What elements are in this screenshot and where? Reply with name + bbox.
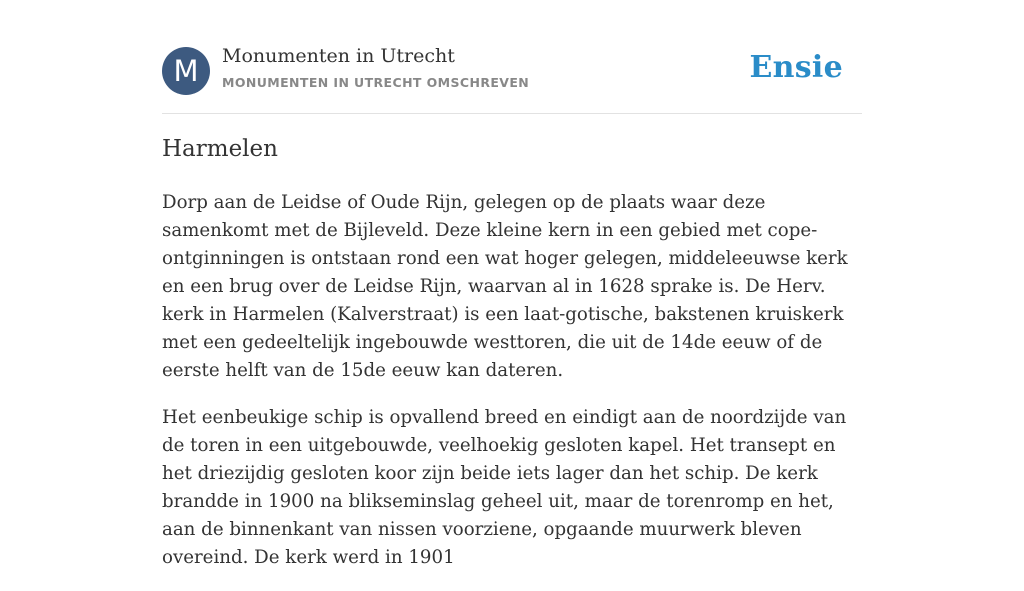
ensie-logo[interactable]: Ensie <box>749 50 843 85</box>
site-subtitle: MONUMENTEN IN UTRECHT OMSCHREVEN <box>222 75 530 90</box>
avatar[interactable]: M <box>162 47 210 95</box>
article-body <box>162 189 862 591</box>
article-title: Harmelen <box>162 136 278 162</box>
site-header <box>162 0 862 114</box>
site-title-link[interactable]: Monumenten in Utrecht <box>222 45 455 67</box>
article-paragraph: Het eenbeukige schip is opvallend breed en eindigt aan de noordzijde van de toren in een uitgebouwde, veelhoekig gesloten kapel. Het transept en het driezijdig gesloten koor zijn beide iets lager dan het schip. De kerk brandde in 1900 na blikseminslag geheel uit, maar de torenromp en het, aan de binnenkant van nissen voorziene, opgaande muurwerk bleven overeind. De kerk werd in 1901 <box>162 407 847 568</box>
article-paragraph: Dorp aan de Leidse of Oude Rijn, gelegen op de plaats waar deze samenkomt met de Bijleveld. Deze kleine kern in een gebied met cope-ontginningen is ontstaan rond een wat hoger gelegen, middeleeuwse kerk en een brug over de Leidse Rijn, waarvan al in 1628 sprake is. De Herv. kerk in Harmelen (Kalverstraat) is een laat-gotische, bakstenen kruiskerk met een gedeeltelijk ingebouwde westtoren, die uit de 14de eeuw of de eerste helft van de 15de eeuw kan dateren. <box>162 192 848 381</box>
content-container <box>162 0 862 568</box>
